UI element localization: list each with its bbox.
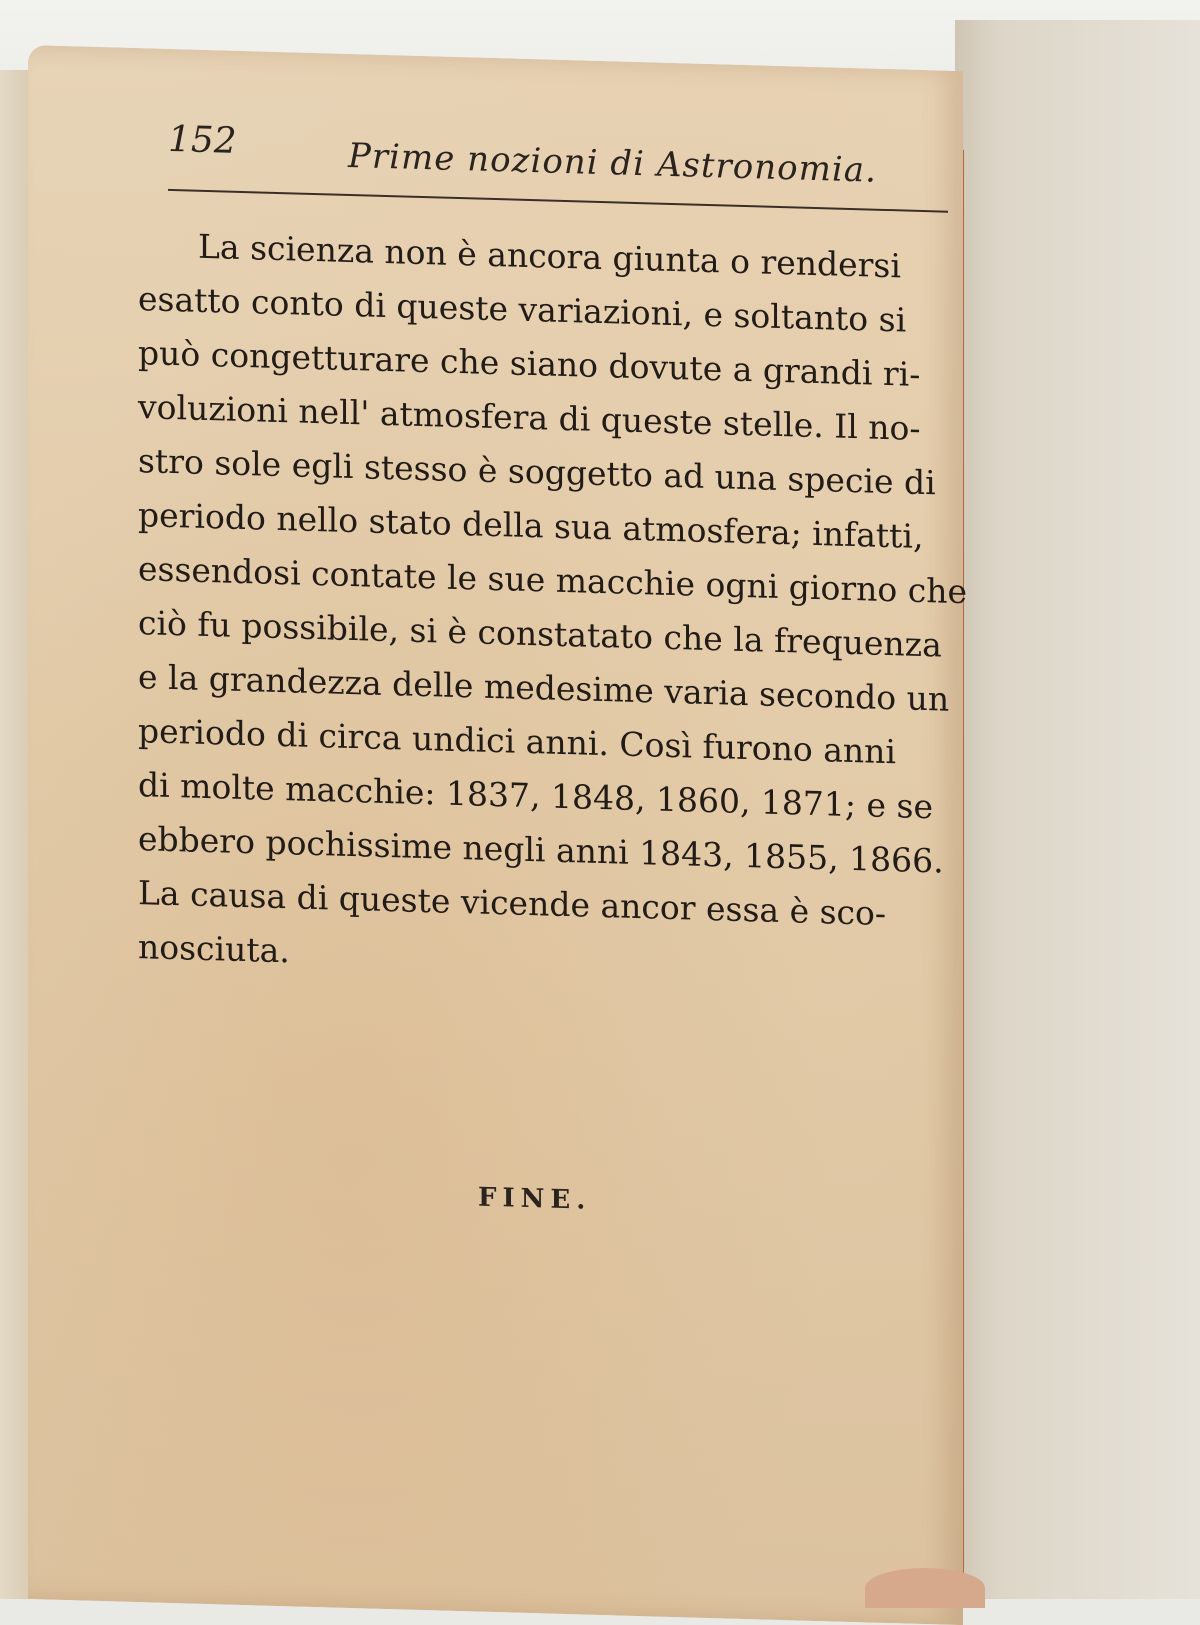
header-rule	[168, 189, 948, 213]
facing-blank-page	[955, 20, 1200, 1599]
text-line: ebbero pochissime negli anni 1843, 1855, 1866.	[138, 819, 944, 881]
text-line: La causa di queste vicende ancor essa è sco-	[138, 873, 887, 933]
text-line: esatto conto di queste variazioni, e soltanto si	[138, 279, 907, 340]
text-line: essendosi contate le sue macchie ogni giorno che	[138, 549, 967, 612]
page-number: 152	[168, 118, 237, 162]
text-line: di molte macchie: 1837, 1848, 1860, 1871; e se	[138, 765, 933, 827]
body-text	[138, 218, 967, 996]
book-page	[28, 45, 967, 1625]
running-title: Prime nozioni di Astronomia.	[348, 135, 877, 191]
text-line: stro sole egli stesso è soggetto ad una specie di	[138, 441, 936, 503]
end-mark: FINE.	[478, 1182, 592, 1216]
text-line: voluzioni nell' atmosfera di queste stelle. Il no-	[138, 387, 921, 448]
holding-thumb	[865, 1568, 985, 1608]
text-line: e la grandezza delle medesime varia secondo un	[138, 657, 950, 719]
text-line: può congetturare che siano dovute a grandi ri-	[138, 333, 921, 394]
text-line: La scienza non è ancora giunta o rendersi	[198, 226, 901, 286]
text-line: periodo di circa undici anni. Così furono anni	[138, 711, 896, 772]
page-header	[168, 118, 877, 219]
text-line: periodo nello stato della sua atmosfera; infatti,	[138, 495, 924, 557]
text-line: ciò fu possibile, si è constatato che la frequenza	[138, 603, 942, 665]
text-line: nosciuta.	[138, 927, 290, 971]
